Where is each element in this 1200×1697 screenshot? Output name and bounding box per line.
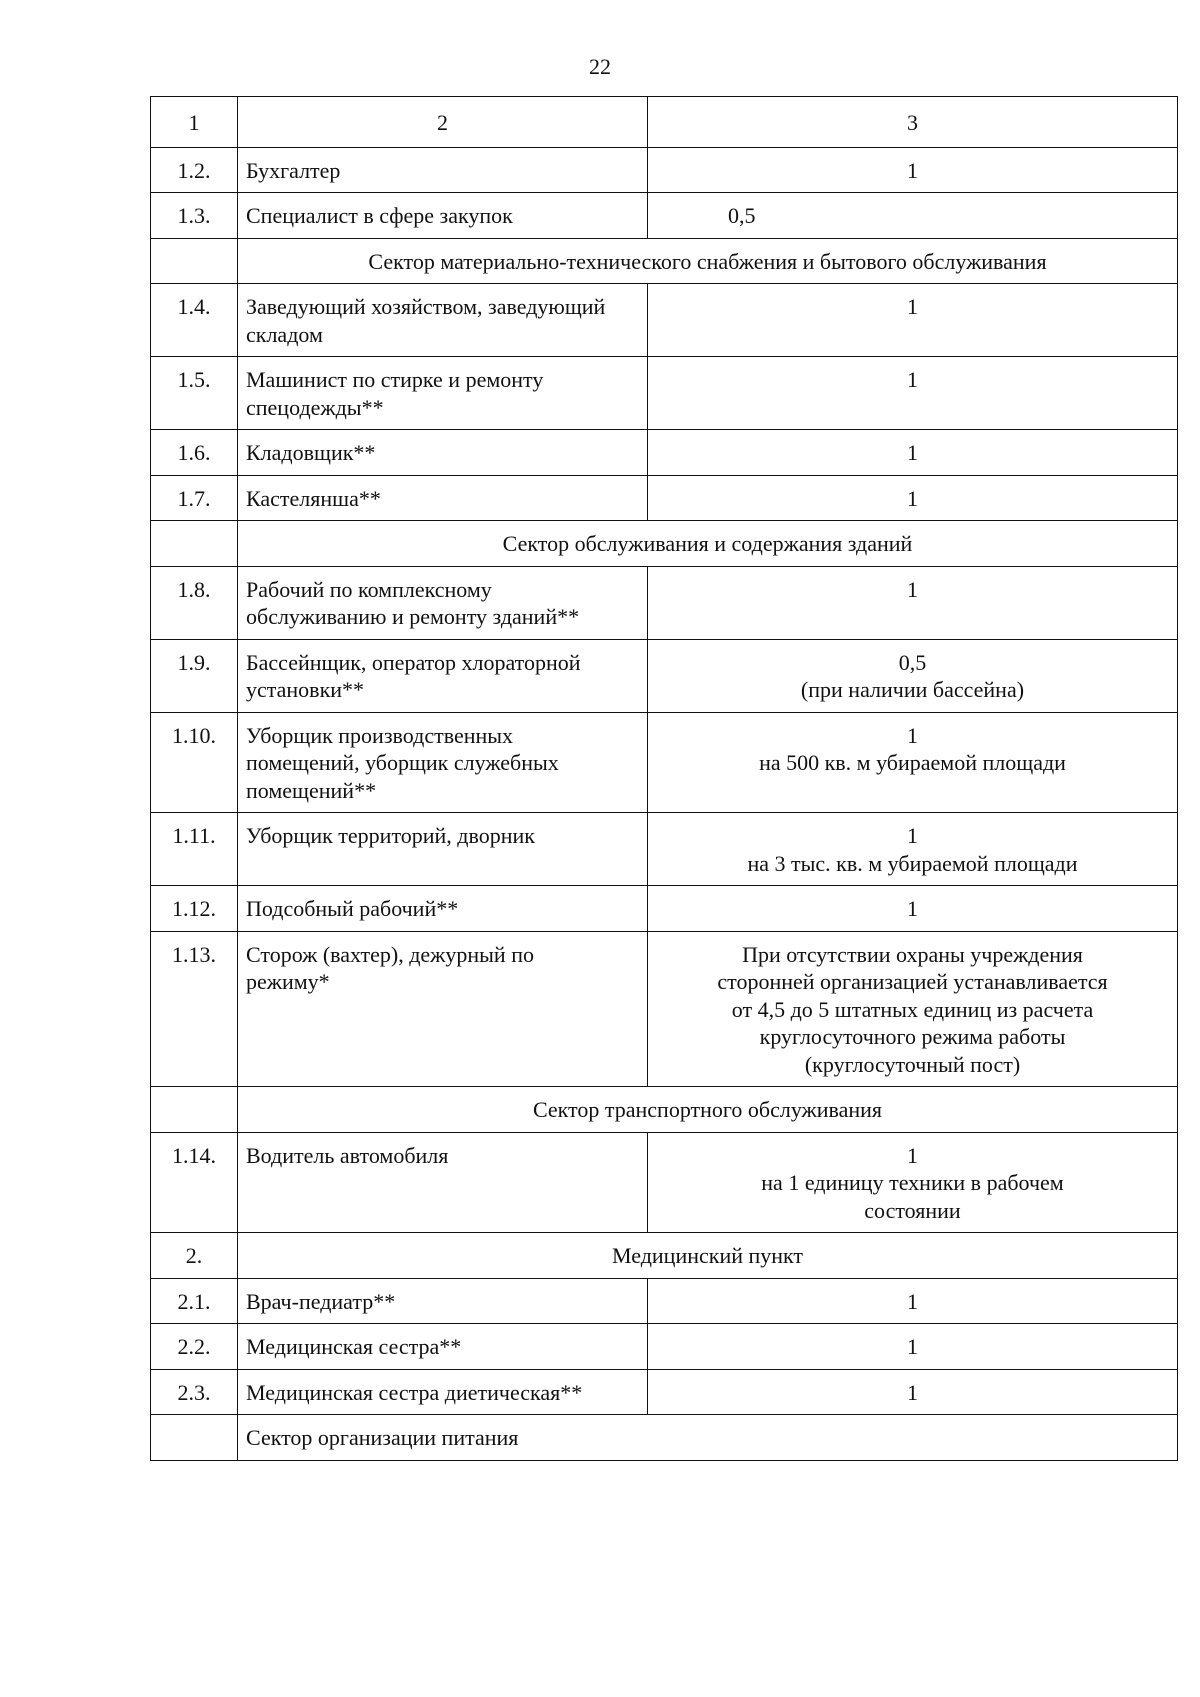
staff-units xyxy=(648,712,1178,813)
staff-units xyxy=(648,1324,1178,1370)
text-line: 1 xyxy=(907,157,918,183)
row-number: 1.5. xyxy=(151,357,238,430)
text-line: Бассейнщик, оператор хлораторной xyxy=(246,649,581,675)
text-line: установки** xyxy=(246,677,365,702)
text-line: Подсобный рабочий** xyxy=(246,896,459,921)
text-line: 1 xyxy=(907,485,918,511)
text-line: 1 xyxy=(907,1288,918,1314)
text-line: Уборщик территорий, дворник xyxy=(246,823,535,848)
row-number: 1.7. xyxy=(151,475,238,521)
row-number xyxy=(151,1087,238,1133)
table-row xyxy=(151,712,1178,813)
text-line: помещений, уборщик служебных xyxy=(246,750,559,775)
text-line: помещений** xyxy=(246,777,377,803)
text-line: (при наличии бассейна) xyxy=(800,677,1025,702)
staff-units xyxy=(648,1132,1178,1233)
staff-units xyxy=(648,193,1178,239)
row-number: 1.4. xyxy=(151,284,238,357)
table-row xyxy=(151,1324,1178,1370)
staff-units xyxy=(648,147,1178,193)
row-number: 1.3. xyxy=(151,193,238,239)
position-name xyxy=(238,1278,648,1324)
text-line: сторонней организацией устанавливается xyxy=(717,969,1108,994)
row-number xyxy=(151,238,238,284)
table-row xyxy=(151,813,1178,886)
text-line: 1 xyxy=(907,440,918,465)
text-line: Бухгалтер xyxy=(246,157,341,183)
text-line: 1 xyxy=(907,1379,918,1405)
section-row xyxy=(151,521,1178,567)
section-row xyxy=(151,1415,1178,1461)
text-line: При отсутствии охраны учреждения xyxy=(742,941,1083,967)
staff-units xyxy=(648,1278,1178,1324)
position-name xyxy=(238,430,648,476)
position-name xyxy=(238,712,648,813)
text-line: 0,5 xyxy=(728,203,756,228)
row-number: 1.2. xyxy=(151,147,238,193)
staff-units xyxy=(648,284,1178,357)
staff-units xyxy=(648,475,1178,521)
section-row xyxy=(151,238,1178,284)
position-name xyxy=(238,886,648,932)
text-line: Заведующий хозяйством, заведующий xyxy=(246,294,606,319)
text-line: Специалист в сфере закупок xyxy=(246,203,513,228)
table-row xyxy=(151,1278,1178,1324)
position-name xyxy=(238,193,648,239)
section-title: Сектор организации питания xyxy=(238,1415,1178,1461)
text-line: Кастелянша** xyxy=(246,485,381,511)
position-name xyxy=(238,475,648,521)
section-title: Сектор транспортного обслуживания xyxy=(238,1087,1178,1133)
text-line: обслуживанию и ремонту зданий** xyxy=(246,604,580,629)
text-line: складом xyxy=(246,321,323,347)
text-line: 0,5 xyxy=(898,649,927,675)
header-col-3: 3 xyxy=(648,97,1178,148)
text-line: Машинист по стирке и ремонту xyxy=(246,367,544,392)
text-line: на 500 кв. м убираемой площади xyxy=(759,750,1066,775)
table-row xyxy=(151,886,1178,932)
position-name xyxy=(238,357,648,430)
section-row xyxy=(151,1087,1178,1133)
text-line: 1 xyxy=(907,1142,918,1168)
text-line: 1 xyxy=(907,367,918,392)
position-name xyxy=(238,566,648,639)
table-header-row xyxy=(151,97,1178,148)
row-number: 1.13. xyxy=(151,931,238,1087)
table-row xyxy=(151,357,1178,430)
text-line: Сторож (вахтер), дежурный по xyxy=(246,941,534,967)
staff-units xyxy=(648,639,1178,712)
text-line: от 4,5 до 5 штатных единиц из расчета xyxy=(731,996,1094,1022)
row-number: 1.9. xyxy=(151,639,238,712)
text-line: 1 xyxy=(907,823,918,848)
position-name xyxy=(238,1369,648,1415)
table-row xyxy=(151,284,1178,357)
row-number: 1.14. xyxy=(151,1132,238,1233)
table-row xyxy=(151,1369,1178,1415)
table-row xyxy=(151,1132,1178,1233)
page-number: 22 xyxy=(589,54,611,79)
table-row xyxy=(151,566,1178,639)
text-line: 1 xyxy=(907,576,918,602)
row-number: 2.2. xyxy=(151,1324,238,1370)
row-number: 2.1. xyxy=(151,1278,238,1324)
row-number: 1.11. xyxy=(151,813,238,886)
row-number: 2. xyxy=(151,1233,238,1279)
staff-units xyxy=(648,931,1178,1087)
text-line: Кладовщик** xyxy=(246,440,376,465)
section-title: Сектор обслуживания и содержания зданий xyxy=(238,521,1178,567)
staff-units xyxy=(648,1369,1178,1415)
table-row xyxy=(151,639,1178,712)
position-name xyxy=(238,639,648,712)
section-title: Сектор материально-технического снабжения и бытового обслуживания xyxy=(238,238,1178,284)
text-line: 1 xyxy=(907,896,918,921)
row-number: 1.8. xyxy=(151,566,238,639)
text-line: круглосуточного режима работы xyxy=(759,1024,1066,1049)
row-number: 1.6. xyxy=(151,430,238,476)
row-number xyxy=(151,1415,238,1461)
position-name xyxy=(238,813,648,886)
row-number: 1.10. xyxy=(151,712,238,813)
text-line: Уборщик производственных xyxy=(246,722,514,748)
row-number xyxy=(151,521,238,567)
position-name xyxy=(238,931,648,1087)
table-row xyxy=(151,193,1178,239)
table-row xyxy=(151,475,1178,521)
position-name xyxy=(238,1132,648,1233)
text-line: 1 xyxy=(907,1334,918,1359)
text-line: Медицинская сестра** xyxy=(246,1334,462,1359)
position-name xyxy=(238,147,648,193)
position-name xyxy=(238,1324,648,1370)
staff-units xyxy=(648,886,1178,932)
text-line: Медицинская сестра диетическая** xyxy=(246,1379,583,1405)
text-line: режиму* xyxy=(246,969,330,994)
table-row xyxy=(151,147,1178,193)
row-number: 2.3. xyxy=(151,1369,238,1415)
row-number: 1.12. xyxy=(151,886,238,932)
staff-units xyxy=(648,357,1178,430)
text-line: спецодежды** xyxy=(246,394,384,420)
staff-units xyxy=(648,813,1178,886)
table-row xyxy=(151,430,1178,476)
table-row xyxy=(151,931,1178,1087)
text-line: (круглосуточный пост) xyxy=(804,1051,1021,1077)
text-line: состоянии xyxy=(864,1197,961,1223)
text-line: Врач-педиатр** xyxy=(246,1288,396,1314)
section-title: Медицинский пункт xyxy=(238,1233,1178,1279)
position-name xyxy=(238,284,648,357)
header-col-2: 2 xyxy=(238,97,648,148)
section-row xyxy=(151,1233,1178,1279)
staff-units xyxy=(648,430,1178,476)
staffing-table xyxy=(150,96,1178,1461)
text-line: на 3 тыс. кв. м убираемой площади xyxy=(747,850,1078,876)
text-line: 1 xyxy=(907,294,918,319)
header-col-1: 1 xyxy=(151,97,238,148)
text-line: Водитель автомобиля xyxy=(246,1142,449,1168)
staff-units xyxy=(648,566,1178,639)
text-line: на 1 единицу техники в рабочем xyxy=(761,1170,1064,1195)
text-line: Рабочий по комплексному xyxy=(246,576,492,602)
text-line: 1 xyxy=(907,722,918,748)
